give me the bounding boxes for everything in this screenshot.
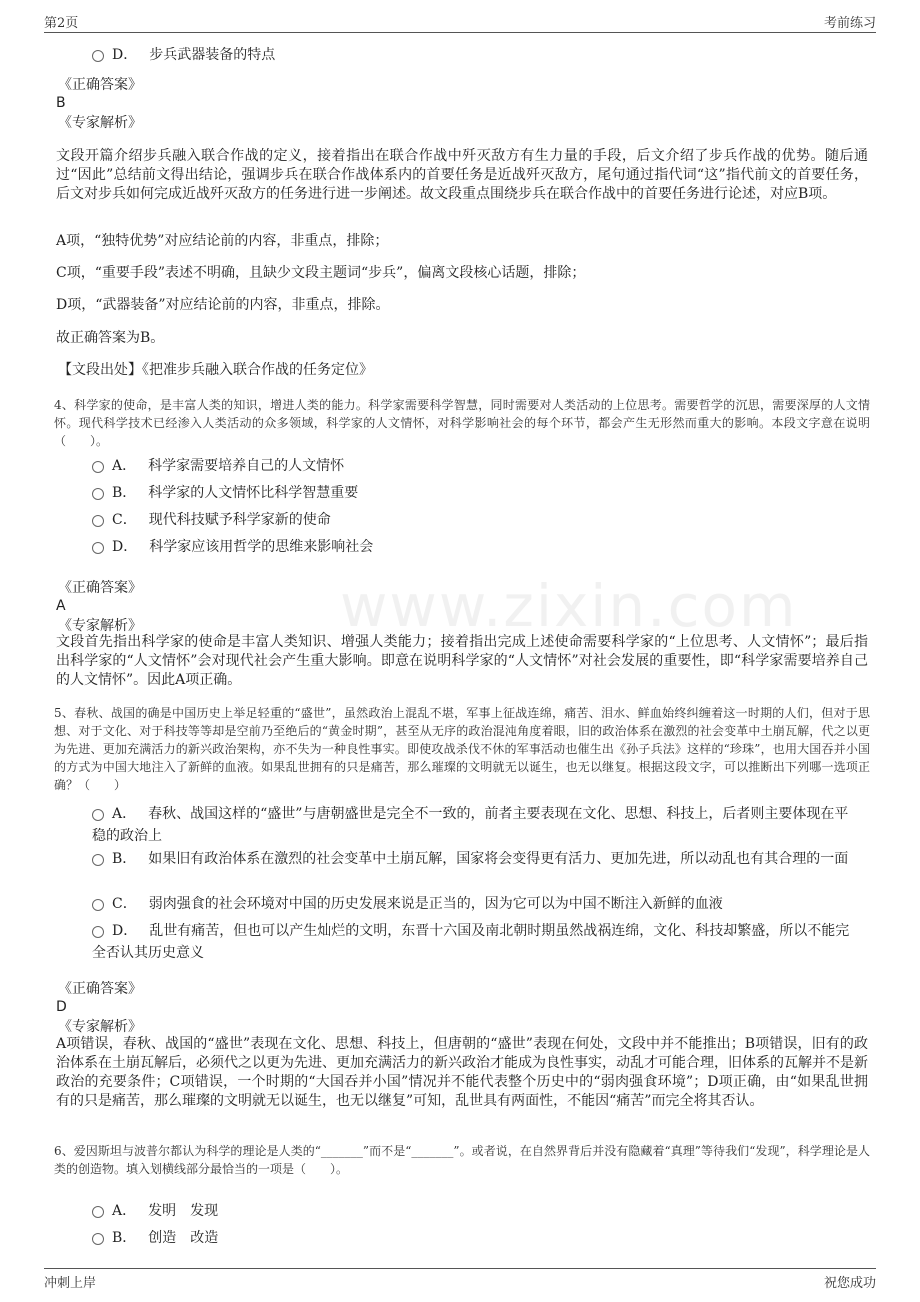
watermark: www.zixin.com	[340, 572, 798, 640]
q3-source: 【文段出处】《把准步兵融入联合作战的任务定位》	[58, 362, 373, 378]
q5-analysis: A项错误，春秋、战国的“盛世”表现在文化、思想、科技上，但唐朝的“盛世”表现在何处，文段中并不能推出；B项错误，旧有的政治体系在土崩瓦解后，必须代之以更为先进、更加充满活力的新兴政治才能成为良性事实，动乱才可能合理，旧体系的瓦解并不是新政治的充要条件；C项错误，一个时期的“大国吞并小国”情况并不能代表整个历史中的“弱肉强食环境”；D项正确，由“如果乱世拥有的只是痛苦，那么璀璨的文明就无以诞生，也无以继复”可知，乱世具有两面性，不能因“痛苦”而完全将其否认。	[56, 1036, 868, 1109]
q5-option-a[interactable]: A． 春秋、战国这样的“盛世”与唐朝盛世是完全不一致的，前者主要表现在文化、思想、科技上，后者则主要体现在平稳的政治上	[92, 806, 849, 844]
q4-option-a[interactable]: A． 科学家需要培养自己的人文情怀	[92, 455, 344, 477]
q3-analysis-para: 文段开篇介绍步兵融入联合作战的定义，接着指出在联合作战中歼灭敌方有生力量的手段，后文介绍了步兵作战的优势。随后通过“因此”总结前文得出结论，强调步兵在联合作战体系内的首要任务是近战歼灭敌方，尾句通过指代词“这”指代前文的首要任务，后文对步兵如何完成近战歼灭敌方的任务进行进一步阐述。故文段重点围绕步兵在联合作战中的首要任务进行论述，对应B项。	[56, 148, 868, 202]
radio-icon[interactable]	[92, 515, 104, 527]
radio-icon[interactable]	[92, 854, 104, 866]
q4-answer: A	[56, 598, 66, 614]
q4-analysis-label: 《专家解析》	[58, 618, 142, 634]
q3-analysis-label: 《专家解析》	[58, 115, 142, 131]
radio-icon[interactable]	[92, 809, 104, 821]
radio-icon[interactable]	[92, 50, 104, 62]
header-divider	[44, 32, 876, 33]
q6-option-a[interactable]: A． 发明 发现	[92, 1200, 218, 1222]
q3-analysis-d: D项，“武器装备”对应结论前的内容，非重点，排除。	[56, 297, 390, 313]
q3-analysis-a: A项，“独特优势”对应结论前的内容，非重点，排除；	[56, 233, 389, 249]
radio-icon[interactable]	[92, 1206, 104, 1218]
q5-option-c[interactable]: C． 弱肉强食的社会环境对中国的历史发展来说是正当的，因为它可以为中国不断注入新鲜的血液	[92, 893, 862, 915]
q5-answer: D	[56, 999, 67, 1015]
q5-question: 5、春秋、战国的确是中国历史上举足轻重的“盛世”，虽然政治上混乱不堪，军事上征战连绵，痛苦、泪水、鲜血始终纠缠着这一时期的人们，但对于思想、对于文化、对于科技等等却是空前乃至绝后的“黄金时期”，甚至从无序的政治混沌角度着眼，旧的政治体系在激烈的社会变革中土崩瓦解，代之以更为先进、更加充满活力的新兴政治架构，亦不失为一种良性事实。即使攻战杀伐不休的军事活动也催生出《孙子兵法》这样的“珍珠”，也用大国吞并小国的方式为中国大地注入了新鲜的血液。如果乱世拥有的只是痛苦，那么璀璨的文明就无以诞生，也无以继复。根据这段文字，可以推断出下列哪一选项正确？（ ）	[54, 706, 870, 792]
footer-divider	[44, 1268, 876, 1269]
q4-analysis: 文段首先指出科学家的使命是丰富人类知识、增强人类能力；接着指出完成上述使命需要科学家的“上位思考、人文情怀”；最后指出科学家的“人文情怀”会对现代社会产生重大影响。即意在说明科学家的“人文情怀”对社会发展的重要性，即“科学家需要培养自己的人文情怀”。因此A项正确。	[56, 634, 868, 688]
q4-option-b[interactable]: B． 科学家的人文情怀比科学智慧重要	[92, 482, 358, 504]
radio-icon[interactable]	[92, 488, 104, 500]
header-title: 考前练习	[823, 16, 876, 31]
radio-icon[interactable]	[92, 542, 104, 554]
q5-option-b[interactable]: B． 如果旧有政治体系在激烈的社会变革中土崩瓦解，国家将会变得更有活力、更加先进，所以动乱也有其合理的一面	[92, 848, 862, 870]
q4-option-d[interactable]: D． 科学家应该用哲学的思维来影响社会	[92, 536, 373, 558]
radio-icon[interactable]	[92, 899, 104, 911]
q5-analysis-label: 《专家解析》	[58, 1019, 142, 1035]
q4-answer-label: 《正确答案》	[58, 580, 142, 596]
q6-option-b[interactable]: B． 创造 改造	[92, 1227, 218, 1249]
footer-right: 祝您成功	[823, 1276, 876, 1291]
radio-icon[interactable]	[92, 926, 104, 938]
footer-left: 冲刺上岸	[44, 1276, 97, 1291]
page-footer	[44, 1272, 876, 1290]
page-header	[44, 12, 876, 30]
page-number: 第2页	[44, 16, 79, 31]
q6-question: 6、爱因斯坦与波普尔都认为科学的理论是人类的“_______”而不是“_______”。或者说，在自然界背后并没有隐藏着“真理”等待我们“发现”，科学理论是人类的创造物。填入划横线部分最恰当的一项是（ ）。	[54, 1144, 870, 1176]
q3-answer: B	[56, 95, 66, 111]
radio-icon[interactable]	[92, 461, 104, 473]
radio-icon[interactable]	[92, 1233, 104, 1245]
q3-analysis-c: C项，“重要手段”表述不明确，且缺少文段主题词“步兵”，偏离文段核心话题，排除；	[56, 265, 586, 281]
q3-option-d[interactable]: D． 步兵武器装备的特点	[92, 44, 275, 66]
q4-question: 4、科学家的使命，是丰富人类的知识，增进人类的能力。科学家需要科学智慧，同时需要对人类活动的上位思考。需要哲学的沉思，需要深厚的人文情怀。现代科学技术已经渗入人类活动的众多领域，科学家的人文情怀，对科学影响社会的每个环节，都会产生无形然而重大的影响。本段文字意在说明（ ）。	[54, 398, 870, 448]
q5-option-d[interactable]: D． 乱世有痛苦，但也可以产生灿烂的文明，东晋十六国及南北朝时期虽然战祸连绵，文化、科技却繁盛，所以不能完全否认其历史意义	[92, 923, 850, 961]
q4-option-c[interactable]: C． 现代科技赋予科学家新的使命	[92, 509, 331, 531]
q3-answer-label: 《正确答案》	[58, 77, 142, 93]
q5-answer-label: 《正确答案》	[58, 981, 142, 997]
q3-conclusion: 故正确答案为B。	[56, 330, 165, 346]
